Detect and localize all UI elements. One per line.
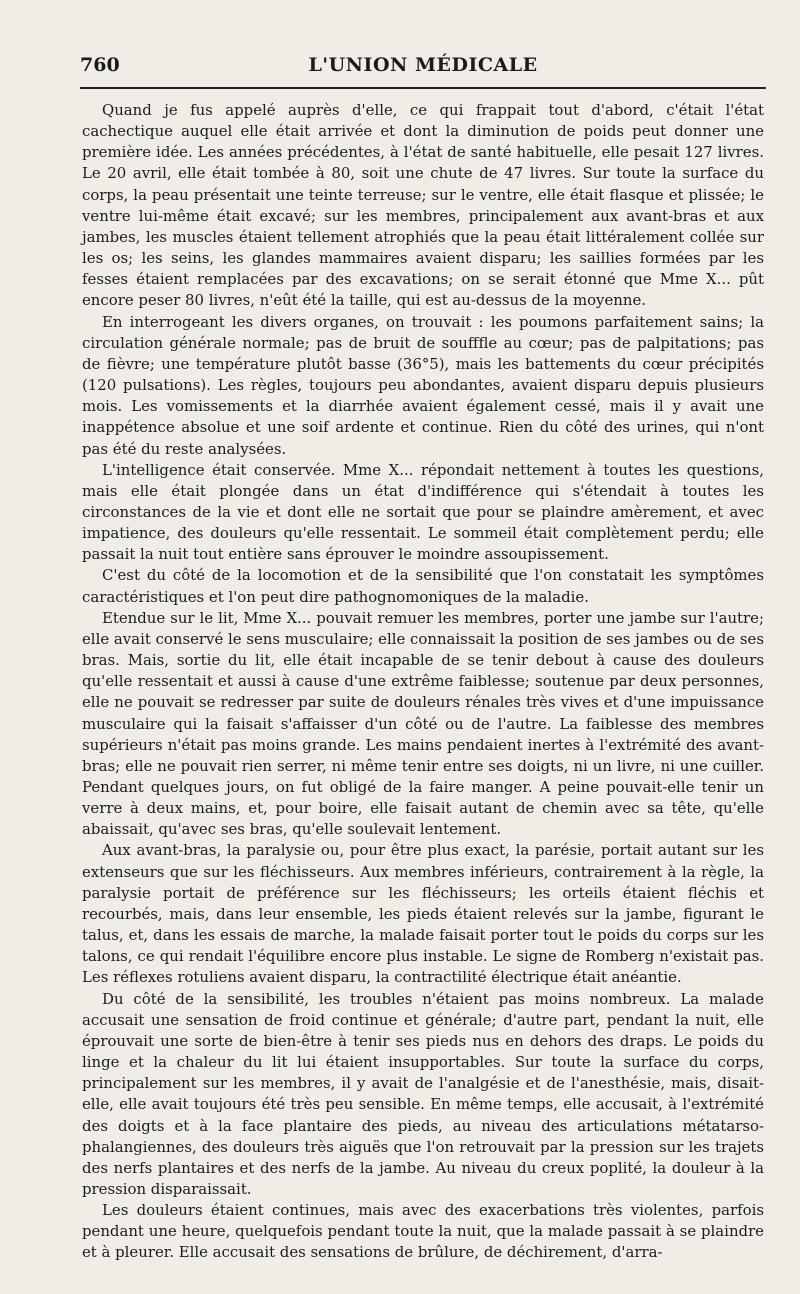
paragraph: Les douleurs étaient continues, mais avec des exacerbations très violentes, parfois pendant une heure, quelquefois pendant toute la nuit, que la malade passait à se plaindre et à pleurer. Elle accusait des sensations de brûlure, de déchirement, d'arra- xyxy=(82,1201,764,1262)
running-title: L'UNION MÉDICALE xyxy=(308,54,538,76)
paragraph: L'intelligence était conservée. Mme X... répondait nettement à toutes les questions, mais elle était plongée dans un état d'indifférence qui s'étendait à toutes les circonstances de la vie et dont elle ne sortait que pour se plaindre amèrement, et avec impatience, des douleurs qu'elle ressentait. Le sommeil était complètement perdu; elle passait la nuit tout entière sans éprouver le moindre assoupissement. xyxy=(82,460,764,564)
header-rule xyxy=(80,87,766,89)
paragraph: C'est du côté de la locomotion et de la sensibilité que l'on constatait les symptômes caractéristiques et l'on peut dire pathognomoniques de la maladie. xyxy=(82,566,764,606)
page-number: 760 xyxy=(80,54,120,76)
paragraph: Du côté de la sensibilité, les troubles n'étaient pas moins nombreux. La malade accusait une sensation de froid continue et générale; d'autre part, pendant la nuit, elle éprouvait une sorte de bien-être à tenir ses pieds nus en dehors des draps. Le poids du linge et la chaleur du lit lui étaient insupportables. Sur toute la surface du corps, principalement sur les membres, il y avait de l'analgésie et de l'anesthésie, mais, disait-elle, elle avait toujours été très peu sensible. En même temps, elle accusait, à l'extrémité des doigts et à la face plantaire des pieds, au niveau des articulations métatarso-phalangiennes, des douleurs très aiguës que l'on retrouvait par la pression sur les trajets des nerfs plantaires et des nerfs de la jambe. Au niveau du creux poplité, la douleur à la pression disparaissait. xyxy=(82,989,764,1198)
paragraph: Aux avant-bras, la paralysie ou, pour être plus exact, la parésie, portait autant sur les extenseurs que sur les fléchisseurs. Aux membres inférieurs, contrairement à la règle, la paralysie portait de préférence sur les fléchisseurs; les orteils étaient fléchis et recourbés, mais, dans leur ensemble, les pieds étaient relevés sur la jambe, figurant le talus, et, dans les essais de marche, la malade faisait porter tout le poids du corps sur les talons, ce qui rendait l'équilibre encore plus instable. Le signe de Romberg n'existait pas. Les réflexes rotuliens avaient disparu, la contractilité électrique était anéantie. xyxy=(82,841,764,987)
paragraph: Quand je fus appelé auprès d'elle, ce qui frappait tout d'abord, c'était l'état cachectique auquel elle était arrivée et dont la diminution de poids peut donner une première idée. Les années précédentes, à l'état de santé habituelle, elle pesait 127 livres. Le 20 avril, elle était tombée à 80, soit une chute de 47 livres. Sur toute la surface du corps, la peau présentait une teinte terreuse; sur le ventre, elle était flasque et plissée; le ventre lui-même était excavé; sur les membres, principalement aux avant-bras et aux jambes, les muscles étaient tellement atrophiés que la peau était littéralement collée sur les os; les seins, les glandes mammaires avaient disparu; les saillies formées par les fesses étaient remplacées par des excavations; on se serait étonné que Mme X... pût encore peser 80 livres, n'eût été la taille, qui est au-dessus de la moyenne. xyxy=(82,101,764,310)
paragraph: En interrogeant les divers organes, on trouvait : les poumons parfaitement sains; la circulation générale normale; pas de bruit de soufffle au cœur; pas de palpitations; pas de fièvre; une température plutôt basse (36°5), mais les battements du cœur précipités (120 pulsations). Les règles, toujours peu abondantes, avaient disparu depuis plusieurs mois. Les vomissements et la diarrhée avaient également cessé, mais il y avait une inappétence absolue et une soif ardente et continue. Rien du côté des urines, qui n'ont pas été du reste analysées. xyxy=(82,312,764,458)
paragraph: Etendue sur le lit, Mme X... pouvait remuer les membres, porter une jambe sur l'autre; elle avait conservé le sens musculaire; elle connaissait la position de ses jambes ou de ses bras. Mais, sortie du lit, elle était incapable de se tenir debout à cause des douleurs qu'elle ressentait et aussi à cause d'une extrême faiblesse; soutenue par deux personnes, elle ne pouvait se redresser par suite de douleurs rénales très vives et d'une impuissance musculaire qui la faisait s'affaisser d'un côté ou de l'autre. La faiblesse des membres supérieurs n'était pas moins grande. Les mains pendaient inertes à l'extrémité des avant-bras; elle ne pouvait rien serrer, ni même tenir entre ses doigts, ni un livre, ni une cuiller. Pendant quelques jours, on fut obligé de la faire manger. A peine pouvait-elle tenir un verre à deux mains, et, pour boire, elle faisait autant de chemin avec sa tête, qu'elle abaissait, qu'avec ses bras, qu'elle soulevait lentement. xyxy=(82,608,764,839)
page-header xyxy=(80,54,766,84)
article-body xyxy=(82,100,764,1264)
